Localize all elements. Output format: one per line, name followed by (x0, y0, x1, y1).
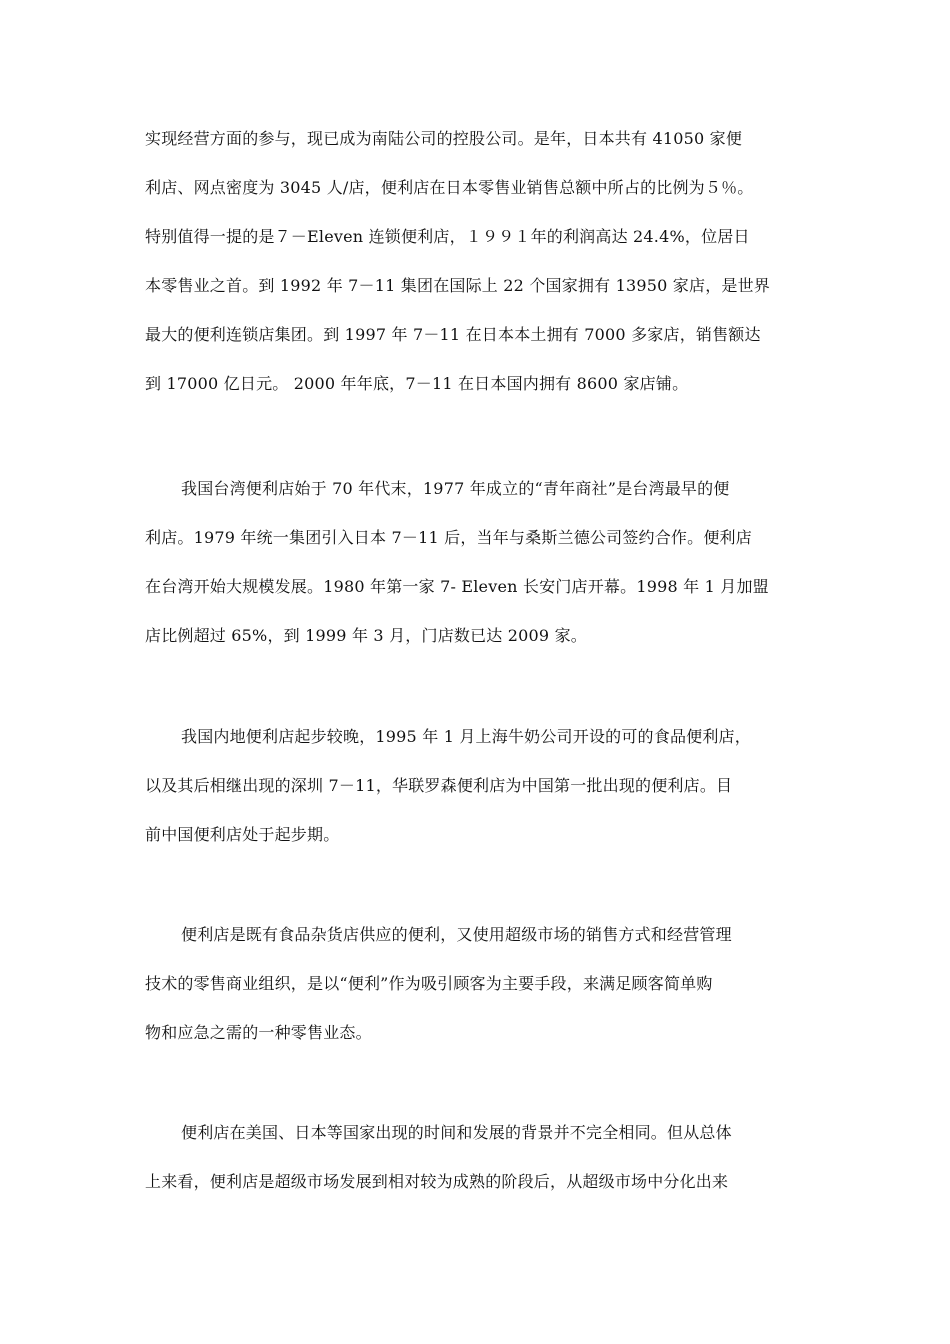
text-line: 特别值得一提的是７－Eleven 连锁便利店，１９９１年的利润高达 24.4%，位居日 (145, 227, 750, 246)
text-line: 最大的便利连锁店集团。到 1997 年 7－11 在日本本土拥有 7000 多家店，销售额达 (145, 325, 761, 344)
text-line: 便利店在美国、日本等国家出现的时间和发展的背景并不完全相同。但从总体 (181, 1123, 732, 1142)
text-line: 上来看，便利店是超级市场发展到相对较为成熟的阶段后，从超级市场中分化出来 (145, 1172, 729, 1191)
text-line: 技术的零售商业组织，是以“便利”作为吸引顾客为主要手段，来满足顾客简单购 (145, 974, 713, 993)
text-line: 本零售业之首。到 1992 年 7－11 集团在国际上 22 个国家拥有 13950 家店，是世界 (145, 276, 771, 295)
text-line: 我国台湾便利店始于 70 年代末，1977 年成立的“青年商社”是台湾最早的便 (181, 479, 730, 498)
paragraph-mainland-convenience-stores (145, 712, 815, 859)
text-line: 前中国便利店处于起步期。 (145, 825, 340, 844)
paragraph-japan-convenience-stores (145, 114, 815, 408)
text-line: 我国内地便利店起步较晚，1995 年 1 月上海牛奶公司开设的可的食品便利店， (181, 727, 751, 746)
text-line: 实现经营方面的参与，现已成为南陆公司的控股公司。是年，日本共有 41050 家便 (145, 129, 743, 148)
text-line: 在台湾开始大规模发展。1980 年第一家 7- Eleven 长安门店开幕。1998 年 1 月加盟 (145, 577, 769, 596)
text-line: 以及其后相继出现的深圳 7－11，华联罗森便利店为中国第一批出现的便利店。目 (145, 776, 733, 795)
text-line: 店比例超过 65%，到 1999 年 3 月，门店数已达 2009 家。 (145, 626, 587, 645)
text-line: 便利店是既有食品杂货店供应的便利，又使用超级市场的销售方式和经营管理 (181, 925, 732, 944)
text-line: 利店、网点密度为 3045 人/店，便利店在日本零售业销售总额中所占的比例为５％。 (145, 178, 754, 197)
text-line: 到 17000 亿日元。 2000 年年底，7－11 在日本国内拥有 8600 家店铺。 (145, 374, 689, 393)
text-line: 物和应急之需的一种零售业态。 (145, 1023, 372, 1042)
paragraph-convenience-store-definition (145, 910, 815, 1057)
paragraph-convenience-store-background (145, 1108, 815, 1206)
text-line: 利店。1979 年统一集团引入日本 7－11 后，当年与桑斯兰德公司签约合作。便利店 (145, 528, 752, 547)
paragraph-taiwan-convenience-stores (145, 464, 815, 660)
